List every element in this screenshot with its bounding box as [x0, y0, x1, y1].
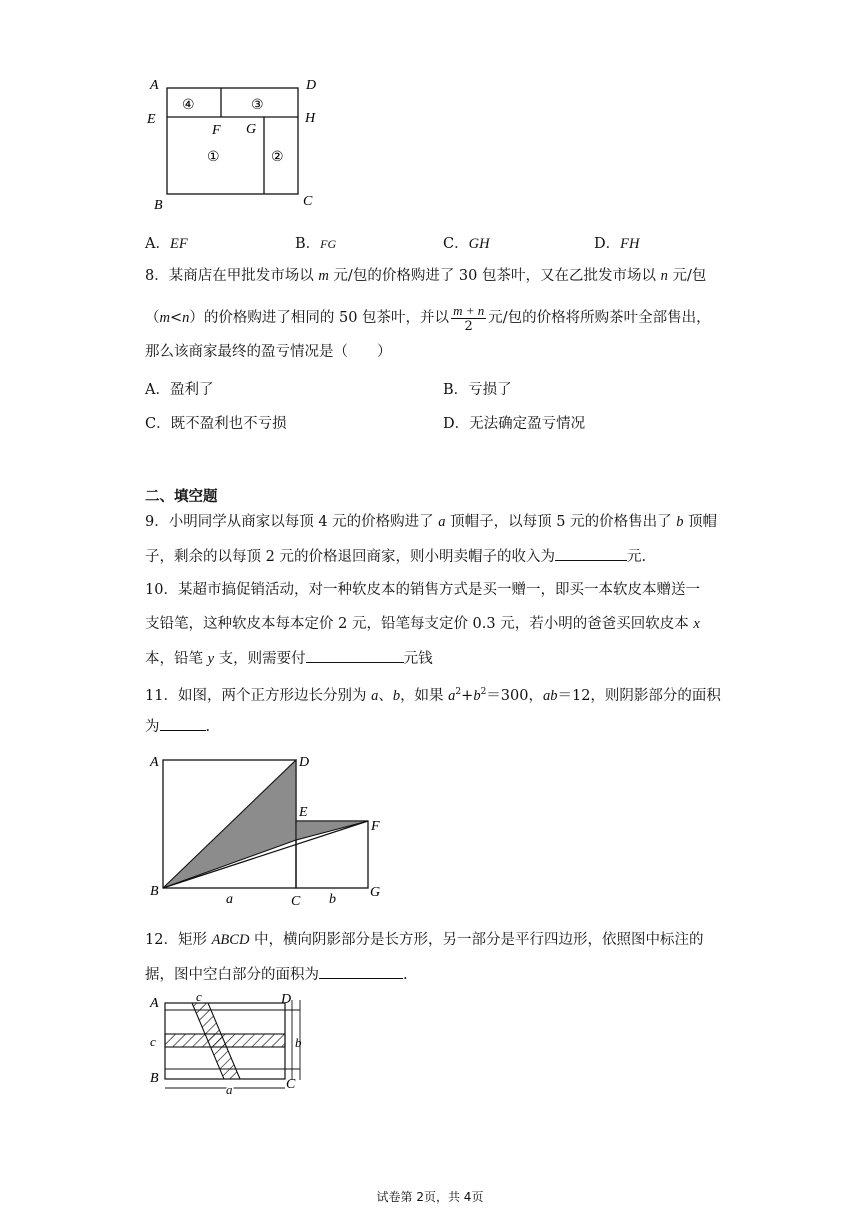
- fig12-label-b: b: [295, 1035, 302, 1050]
- q7-option-d[interactable]: [594, 232, 639, 253]
- q7-option-b-value: FG: [320, 237, 337, 251]
- q10-line-3: [145, 648, 433, 669]
- q7-option-c-key: C．: [443, 236, 469, 252]
- q8-option-c[interactable]: C．既不盈利也不亏损: [145, 416, 287, 432]
- fig11-label-D: D: [299, 755, 310, 770]
- q9-text-1a: 9．小明同学从商家以每顶 4 元的价格购进了: [145, 514, 439, 530]
- q10-text-3a: 本，铅笔: [145, 651, 208, 667]
- fig11-label-B: B: [150, 884, 159, 899]
- fig12-label-a: a: [226, 1082, 233, 1097]
- q8-var-n: n: [660, 268, 668, 284]
- q10-answer-blank[interactable]: [306, 648, 404, 663]
- q8-var-m: m: [318, 268, 329, 284]
- q8-fraction-denominator: 2: [464, 318, 473, 334]
- fig7-label-G: G: [246, 122, 257, 137]
- q11-sup-2b: 2: [480, 687, 487, 697]
- fig12-label-B: B: [150, 1071, 159, 1086]
- fig7-region-2: ②: [271, 150, 284, 165]
- q8-text-2c: 元/包的价格将所购茶叶全部售出，: [488, 310, 711, 326]
- q10-text-3c: 元钱: [403, 651, 433, 667]
- fig11-shaded-triangle-bde: [163, 760, 296, 888]
- q8-option-a[interactable]: A．盈利了: [145, 382, 214, 398]
- q10-var-y: y: [207, 651, 215, 667]
- fig12-label-A: A: [150, 996, 159, 1011]
- page-footer: 试卷第 2页，共 4页: [376, 1190, 484, 1204]
- q11-text-1a: 11．如图，两个正方形边长分别为: [145, 687, 372, 704]
- fig11-shaded-triangle-ef: [296, 821, 368, 840]
- q12-text-1b: 中，横向阴影部分是长方形，另一部分是平行四边形，依照图中标注的: [249, 932, 704, 948]
- fig12-label-c-top: c: [196, 990, 202, 1004]
- fig7-region-4: ④: [182, 98, 195, 113]
- q9-var-a: a: [438, 514, 446, 530]
- fig11-label-C: C: [291, 894, 301, 909]
- q12-var-abcd: ABCD: [211, 932, 250, 948]
- q7-option-d-value: FH: [620, 236, 640, 252]
- q12-answer-blank[interactable]: [319, 964, 403, 979]
- q12-text-2b: .: [403, 967, 408, 983]
- fig11-label-a: a: [226, 892, 233, 907]
- q11-var-a: a: [371, 687, 379, 704]
- q8-text-1b: 元/包的价格购进了 30 包茶叶，又在乙批发市场以: [328, 268, 661, 284]
- q7-option-c[interactable]: [443, 232, 490, 253]
- q7-option-a-key: A．: [145, 236, 170, 252]
- q8-less-than: <: [169, 310, 183, 326]
- fig7-label-D: D: [306, 78, 317, 93]
- q11-text-1d: ＝12，则阴影部分的面积: [557, 687, 721, 704]
- fig7-label-E: E: [147, 112, 156, 127]
- q8-fraction: [451, 303, 486, 334]
- q8-var-n2: n: [182, 310, 190, 326]
- fig7-label-A: A: [150, 78, 159, 93]
- fig11-label-F: F: [371, 819, 380, 834]
- q11-text-1b: ，如果: [400, 687, 449, 704]
- fig11-label-G: G: [370, 885, 381, 900]
- fig7-label-H: H: [305, 111, 316, 126]
- fig7-label-C: C: [303, 194, 313, 209]
- fig7-region-1: ①: [207, 150, 220, 165]
- q11-var-b: b: [392, 687, 401, 704]
- q11-eq-a: a: [448, 687, 456, 704]
- q12-line-2: [145, 964, 408, 985]
- q10-text-2a: 支铅笔，这种软皮本每本定价 2 元，铅笔每支定价 0.3 元，若小明的爸爸买回软皮本: [145, 616, 694, 632]
- q11-text-2b: .: [205, 719, 211, 735]
- q8-line-1: [145, 266, 706, 286]
- q8-text-3: 那么该商家最终的盈亏情况是（ ）: [145, 344, 392, 360]
- q11-text-1c: ＝300，: [486, 687, 543, 704]
- q10-line-1: [145, 580, 700, 600]
- q9-text-2a: 子，剩余的以每顶 2 元的价格退回商家，则小明卖帽子的收入为: [145, 549, 555, 565]
- q12-text-1a: 12．矩形: [145, 932, 212, 948]
- q9-line-2: [145, 546, 646, 567]
- fig11-label-E: E: [299, 805, 308, 820]
- q7-option-a[interactable]: [145, 232, 188, 253]
- q7-option-c-value: GH: [468, 236, 490, 252]
- q7-option-d-key: D．: [594, 236, 621, 252]
- figure-q7: [140, 72, 340, 212]
- q8-line-2: [145, 300, 711, 336]
- q11-plus: +: [461, 687, 474, 704]
- q9-text-1c: 顶帽: [683, 514, 718, 530]
- q11-eq-b: b: [473, 687, 481, 704]
- fig11-label-b: b: [329, 892, 336, 907]
- q11-line-2: [145, 716, 210, 737]
- q8-fraction-numerator: m + n: [453, 302, 485, 318]
- fig12-label-C: C: [286, 1077, 296, 1092]
- q7-option-b[interactable]: [295, 232, 336, 253]
- q10-line-2: [145, 614, 700, 634]
- q10-text-1: 10．某超市搞促销活动，对一种软皮本的销售方式是买一赠一，即买一本软皮本赠送一: [145, 582, 700, 598]
- q8-text-1a: 8．某商店在甲批发市场以: [145, 268, 319, 284]
- q11-var-ab: ab: [542, 687, 558, 704]
- q9-answer-blank[interactable]: [555, 546, 627, 561]
- q12-text-2a: 据，图中空白部分的面积为: [145, 967, 319, 983]
- q8-text-1c: 元/包: [667, 268, 707, 284]
- section-heading-fill-in: 二、填空题: [145, 489, 218, 505]
- q7-option-a-value: EF: [169, 236, 188, 252]
- q11-text-2a: 为: [145, 719, 160, 735]
- q8-option-d[interactable]: D．无法确定盈亏情况: [443, 416, 586, 432]
- q11-answer-blank[interactable]: [160, 716, 206, 731]
- q9-var-b: b: [676, 514, 684, 530]
- q11-separator: 、: [378, 687, 393, 704]
- figure-q12: [140, 990, 320, 1100]
- q8-text-2a: （: [145, 310, 160, 326]
- q10-var-x: x: [693, 616, 700, 632]
- q11-sup-2a: 2: [455, 687, 462, 697]
- fig12-label-c-left: c: [150, 1034, 156, 1049]
- q9-text-1b: 顶帽子，以每顶 5 元的价格售出了: [445, 514, 677, 530]
- fig7-label-F: F: [212, 123, 221, 138]
- q10-text-3b: 支，则需要付: [214, 651, 306, 667]
- q8-line-3: [145, 342, 392, 362]
- q12-line-1: [145, 930, 704, 950]
- q8-text-2b: ）的价格购进了相同的 50 包茶叶，并以: [189, 310, 450, 326]
- fig7-region-3: ③: [251, 98, 264, 113]
- q8-var-m2: m: [159, 310, 170, 326]
- q8-option-b[interactable]: B．亏损了: [443, 382, 512, 398]
- fig7-label-B: B: [154, 198, 163, 212]
- q9-text-2b: 元.: [626, 549, 647, 565]
- q7-option-b-key: B．: [295, 236, 321, 252]
- q11-line-1: [145, 682, 721, 706]
- q9-line-1: [145, 512, 717, 532]
- figure-q11: [140, 748, 400, 913]
- fig12-label-D: D: [281, 992, 292, 1007]
- fig11-label-A: A: [150, 755, 159, 770]
